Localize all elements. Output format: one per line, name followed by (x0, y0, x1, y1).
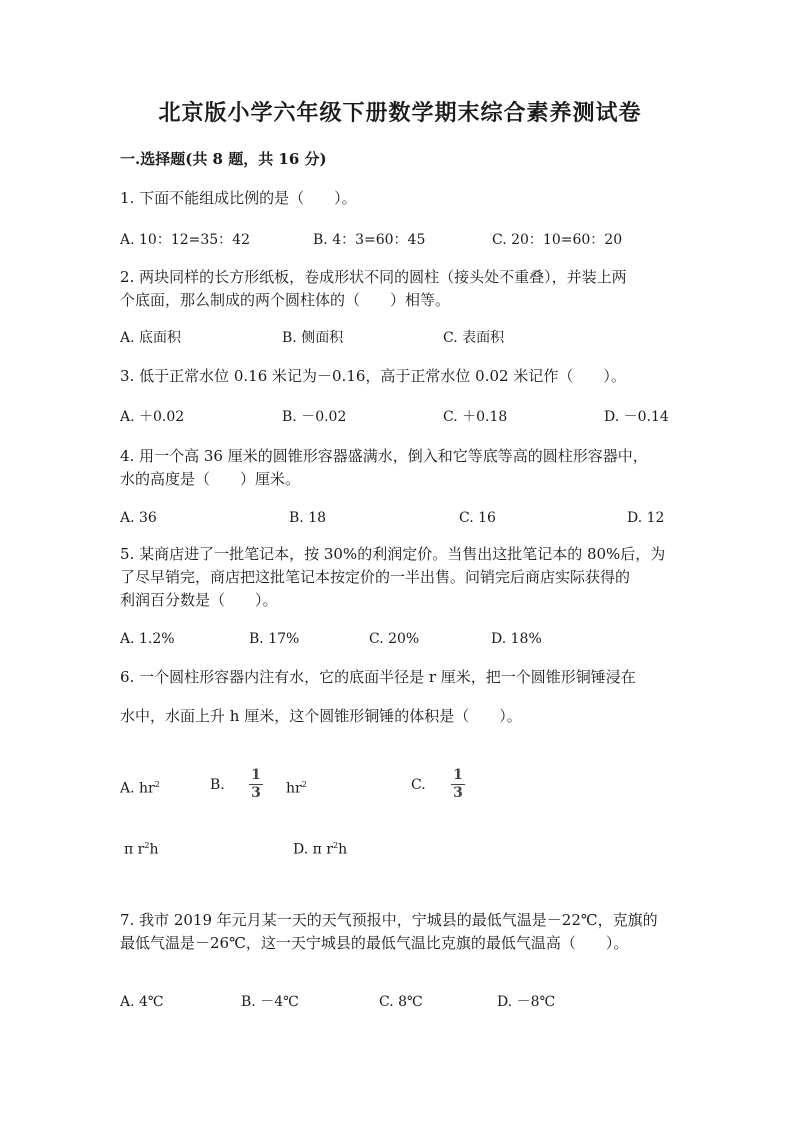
question-4-option-d[interactable]: D. 12 (627, 510, 665, 526)
question-7-option-d[interactable]: D. －8℃ (497, 994, 556, 1010)
question-1-option-b[interactable]: B. 4：3=60：45 (313, 232, 426, 248)
question-1-option-c[interactable]: C. 20：10=60：20 (492, 232, 623, 248)
question-3-option-d[interactable]: D. －0.14 (604, 409, 669, 425)
question-2-option-c[interactable]: C. 表面积 (443, 330, 505, 346)
question-6-line-1: 6. 一个圆柱形容器内注有水，它的底面半径是 r 厘米，把一个圆锥形铜锤浸在 (120, 668, 636, 686)
question-4-line-2: 水的高度是（ ）厘米。 (120, 470, 301, 488)
question-6-line-2: 水中，水面上升 h 厘米，这个圆锥形铜锤的体积是（ ）。 (120, 707, 522, 725)
question-3-option-c[interactable]: C. ＋0.18 (443, 409, 508, 425)
question-6-option-a[interactable]: A. $hr^2$ (120, 780, 160, 797)
question-2-option-b[interactable]: B. 侧面积 (282, 330, 344, 346)
question-5-line-1: 5. 某商店进了一批笔记本，按 30%的利润定价。当售出这批笔记本的 80%后，为 (120, 545, 666, 563)
question-3-stem: 3. 低于正常水位 0.16 米记为－0.16，高于正常水位 0.02 米记作（ ）。 (120, 367, 626, 385)
question-1-stem: 1. 下面不能组成比例的是（ ）。 (120, 189, 357, 207)
question-2-line-2: 个底面，那么制成的两个圆柱体的（ ）相等。 (120, 291, 451, 309)
question-5-option-a[interactable]: A. 1.2% (120, 631, 175, 647)
question-5-option-b[interactable]: B. 17% (249, 631, 300, 647)
question-5-line-2: 了尽早销完，商店把这批笔记本按定价的一半出售。问销完后商店实际获得的 (120, 568, 631, 586)
fraction-one-third-b: 1 3 (249, 768, 263, 801)
question-7-option-b[interactable]: B. －4℃ (241, 994, 299, 1010)
question-7-option-a[interactable]: A. 4℃ (120, 994, 164, 1010)
question-6-option-c-label[interactable]: C. (411, 777, 426, 793)
question-5-option-c[interactable]: C. 20% (369, 631, 420, 647)
page-title: 北京版小学六年级下册数学期末综合素养测试卷 (158, 100, 642, 126)
question-6-option-d[interactable]: D. π $r^2h$ (293, 841, 348, 858)
question-7-line-2: 最低气温是－26℃，这一天宁城县的最低气温比克旗的最低气温高（ ）。 (120, 934, 629, 952)
question-4-line-1: 4. 用一个高 36 厘米的圆锥形容器盛满水，倒入和它等底等高的圆柱形容器中， (120, 447, 648, 465)
question-4-option-c[interactable]: C. 16 (459, 510, 496, 526)
question-2-option-a[interactable]: A. 底面积 (120, 330, 182, 346)
question-4-option-a[interactable]: A. 36 (120, 510, 157, 526)
question-6-option-c-term: π $r^2h$ (124, 841, 159, 858)
question-7-option-c[interactable]: C. 8℃ (379, 994, 423, 1010)
question-5-line-3: 利润百分数是（ ）。 (120, 591, 278, 609)
question-5-option-d[interactable]: D. 18% (491, 631, 542, 647)
question-7-line-1: 7. 我市 2019 年元月某一天的天气预报中，宁城县的最低气温是－22℃，克旗的 (120, 911, 658, 929)
question-2-line-1: 2. 两块同样的长方形纸板，卷成形状不同的圆柱（接头处不重叠），并装上两 (120, 268, 627, 286)
question-3-option-b[interactable]: B. －0.02 (282, 409, 347, 425)
section-heading: 一.选择题(共 8 题，共 16 分) (120, 150, 327, 168)
fraction-one-third-c: 1 3 (451, 768, 465, 801)
question-6-option-b-label[interactable]: B. (210, 777, 225, 793)
question-4-option-b[interactable]: B. 18 (289, 510, 327, 526)
question-3-option-a[interactable]: A. ＋0.02 (120, 409, 185, 425)
question-6-option-b-term: $hr^2$ (286, 780, 307, 797)
question-1-option-a[interactable]: A. 10：12=35：42 (120, 232, 250, 248)
